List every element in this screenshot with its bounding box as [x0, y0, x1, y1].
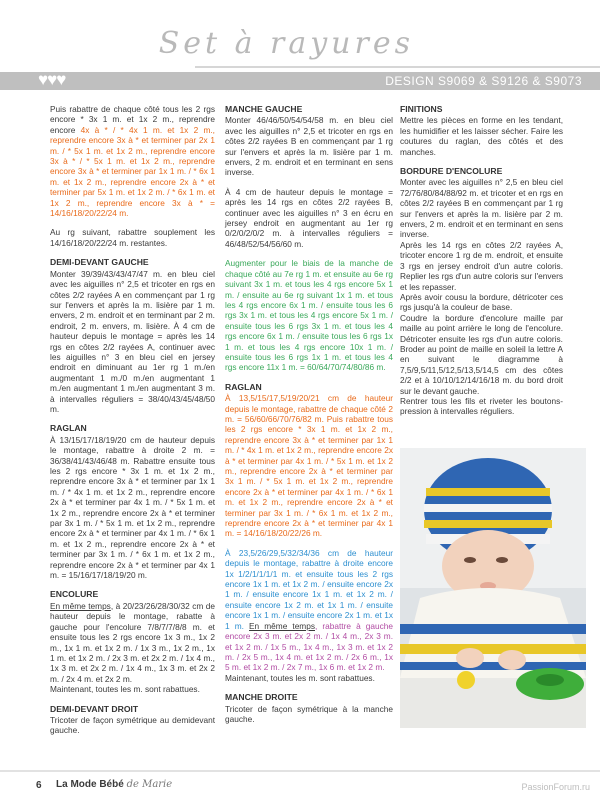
magazine-name	[56, 779, 172, 790]
paragraph: Au rg suivant, rabattre souplement les 14/16/18/20/22/24 m. restantes.	[50, 227, 215, 248]
paragraph	[225, 258, 393, 372]
design-reference: DESIGN S9069 & S9126 & S9073	[385, 74, 582, 88]
paragraph: Après les 14 rgs en côtes 2/2 rayées A, tricoter encore 1 rg de m. endroit, et ensuite 3 rgs en jersey endroit d'un autre coloris. Replier les rgs d'un autre coloris sur l'envers et les repasser.	[400, 239, 563, 292]
section-heading: FINITIONS	[400, 104, 443, 114]
paragraph: Monter 46/46/50/54/54/58 m. en bleu ciel avec les aiguilles n° 2,5 et tricoter en rgs en côtes 2/2 rayées B en commençant par 1 rg sur l'envers et après la m. lisière par 1 m. envers, 2 m. endroit et en terminant en sens inverse.	[225, 115, 393, 178]
paragraph: Maintenant, toutes les m. sont rabattues.	[50, 684, 200, 695]
paragraph	[225, 393, 393, 539]
section-heading: ENCOLURE	[50, 589, 99, 600]
section-heading: DEMI-DEVANT GAUCHE	[50, 257, 149, 268]
section-heading: MANCHE GAUCHE	[225, 104, 303, 114]
paragraph: Tricoter de façon symétrique à la manche gauche.	[225, 703, 393, 724]
paragraph: Tricoter de façon symétrique au demidevant gauche.	[50, 714, 215, 736]
text: Puis rabattre de chaque côté tous les 2 rgs encore * 3x 1 m. et 1x 2 m., reprendre encore	[50, 104, 215, 135]
baby-photo	[400, 448, 586, 728]
size-variants-text: À 23,5/26/29,5/32/34/36 cm de hauteur depuis le montage, rabattre à droite encore 1x 1/2/1/1/1/1 m. et ensuite tous les 2 rgs encore 1x 1 m. et 1x 2 m. / ensuite encore 2x 1 m. / ensuite encore 1x 1 m. et 1x 2 m. / ensuite encore 1x 2 m. et 1x 1 m. / ensuite encore 1x 1 m. / ensuite encore 2x 1 m. et 1x 1 m.	[225, 547, 393, 631]
paragraph: À 4 cm de hauteur depuis le montage = après les 14 rgs en côtes 2/2 rayées B, continuer avec les aiguilles n° 3 en écru en jersey endroit en augmentant au 1er rg 0/2/0/2/0/2 m. à intervalles réguliers = 46/48/52/54/56/60 m.	[225, 186, 393, 249]
paragraph: Maintenant, toutes les m. sont rabattues.	[225, 672, 375, 683]
page-title: Set à rayures	[158, 26, 414, 61]
text: , à 20/23/26/28/30/32 cm de hauteur depuis le montage, rabatte à gauche pour l'encolure 7/8/7/7/8/8 m. et ensuite tous les 2 rgs encore 1x 3 m., 1x 2 m., 1x 1 m. et 1x 2 m. / 1x 3 m., 1x 2 m., 1x 1 m. et 1x 2 m. / 2x 3 m. et 2x 2 m. / 1x 4 m., 1x 3 m. et 2x 2 m. / 1x 4 m., 1x 3 m. et 2x 2 m. / 2x 4 m. et 2x 2 m.	[50, 600, 215, 684]
paragraph: Monter 39/39/43/43/47/47 m. en bleu ciel avec les aiguilles n° 2,5 et tricoter en rgs en côtes 2/2 rayées A en commençant par 1 rg sur l'envers et après la m. lisière par 1 m. envers, 2 m. endroit et en terminant par 2 m. endroit, 2 m. envers, m. lisière. À 4 cm de hauteur depuis le montage = après les 14 rgs en côtes 2/2 rayées A, continuer avec les aiguilles n° 3 en bleu ciel en jersey endroit en diminuant au 1er rg 1 m./en augmentant 1 m./0 m./en augmentant 1 m./en augmentant 1 m./en augmentant 3 m. à intervalles réguliers = 38/40/43/45/48/50 m.	[50, 268, 215, 414]
page-number: 6	[36, 780, 42, 791]
underlined-text: En même temps	[50, 600, 111, 611]
paragraph	[225, 548, 393, 673]
underlined-text: En même temps	[249, 620, 315, 631]
section-heading: DEMI-DEVANT DROIT	[50, 703, 139, 714]
hearts-icon: ♥♥♥	[38, 70, 66, 89]
column-right	[400, 104, 563, 426]
paragraph: Rentrer tous les fils et riveter les boutons-pression à intervalles réguliers.	[400, 395, 563, 417]
size-variants-text: 4x à * / * 4x 1 m. et 1x 2 m., reprendre encore 3x à * et terminer par 2x 1 m. / * 5x 1 m. et 1x 2 m., reprendre encore 3x à * / * 5x 1 m. et 1x 2 m., reprendre encore 3x à * et terminer par 1x 1 m. / * 6x 1 m. et 1x 2 m., reprendre encore 2x à * et terminer par 5x 1 m. et 1x 2 m. / * 6x 1 m. et 1x 2 m., reprendre encore 3x à * = 14/16/18/20/22/24 m.	[50, 124, 215, 219]
section-heading: RAGLAN	[225, 381, 262, 392]
magazine-title-script: de Marie	[126, 779, 173, 790]
paragraph: Coudre la bordure d'encolure maille par maille au point arrière le long de l'encolure. Détricoter ensuite les rgs d'un autre coloris. Broder au point de maille en soleil la lettre A en suivant le diagramme à 7,5/9,5/11,5/12,5/13,5/14,5 cm des côtes 2/2 et à 10/10/12/14/16/18 m. du bord droit sur le devant gauche.	[400, 312, 563, 396]
size-variants-text: , rabattre à gauche encore 2x 3 m. et 2x 2 m. / 1x 4 m., 2x 3 m. et 1x 2 m. / 1x 5 m., 1x 4 m., 1x 3 m. et 1x 2 m. / 2x 5 m., 1x 4 m. et 1x 2 m. / 2x 6 m., 1x 5 m. et 1x 2 m. / 2x 7 m., 1x 6 m. et 1x 2 m.	[225, 620, 393, 673]
column-left	[50, 104, 215, 745]
paragraph: Après avoir cousu la bordure, détricoter ces rgs jusqu'à la couleur de base.	[400, 291, 563, 313]
size-variants-text: Augmenter pour le biais de la manche de chaque côté au 7e rg 1 m. et ensuite au 6e rg suivant 3x 1 m. et tous les 4 rgs encore 5x 1 m. / ensuite au 6e rg suivant 1x 1 m. et tous les 4 rgs encore 6x 1 m. / ensuite tous les 6 rgs 3x 1 m. et tous les 4 rgs encore 5x 1 m. / ensuite tous les 6 rgs 3x 1 m. et tous les 4 rgs encore 6x 1 m. / ensuite tous les 6 rgs 1x 1 m. et tous les 4 rgs encore 10x 1 m. / ensuite tous les 6 rgs 1x 1 m. et tous les 4 rgs encore 11x 1 m. = 60/64/70/74/80/86 m.	[225, 258, 393, 373]
watermark: PassionForum.ru	[521, 782, 590, 792]
paragraph: À 13/15/17/18/19/20 cm de hauteur depuis le montage, rabattre à droite 2 m. = 36/38/41/43/46/48 m. Rabattre ensuite tous les 2 rgs encore * 3x 1 m. et 1x 2 m., reprendre encore 3x à * et terminer par 1x 1 m. / * 4x 1 m. et 1x 2 m., reprendre encore 2x à * et terminer par 4x 1 m. / * 5x 1 m. et 1x 2 m., reprendre encore 2x à * et terminer par 3x 1 m. / * 5x 1 m. et 1x 2 m., reprendre encore 2x à * et terminer par 4x 1 m. / * 6x 1 m. et 1x 2 m., reprendre encore 2x à * et terminer par 3x 1 m. / * 6x 1 m. et 1x 2 m., reprendre encore 2x à * et terminer par 4x 1 m. = 15/16/17/18/19/20 m.	[50, 434, 215, 581]
magazine-title: La Mode Bébé	[56, 779, 124, 790]
header	[0, 0, 600, 100]
column-middle	[225, 104, 393, 733]
paragraph	[50, 104, 215, 218]
title-rule	[195, 66, 600, 68]
size-variants-text: À 13,5/15/17,5/19/20/21 cm de hauteur depuis le montage, rabattre de chaque côté 2 m. = 56/60/66/70/76/82 m. Puis rabattre tous les 2 rgs encore * 3x 1 m. et 1x 2 m., reprendre encore 3x à * et terminer par 1x 1 m. / * 4x 1 m. et 1x 2 m., reprendre encore 2x à * et terminer par 4x 1 m. / * 5x 1 m. et 1x 2 m., reprendre encore 2x à * et terminer par 3x 1 m. / * 5x 1 m. et 1x 2 m., reprendre encore 2x à * et terminer par 4x 1 m. / * 6x 1 m. et 1x 2 m., reprendre encore 2x à * et terminer par 3x 1 m. / * 6x 1 m. et 1x 2 m., reprendre encore 2x à * et terminer par 4x 1 m. = 14/16/18/20/22/26 m.	[225, 393, 393, 539]
paragraph	[50, 601, 215, 684]
paragraph: Monter avec les aiguilles n° 2,5 en bleu ciel 72/76/80/84/88/92 m. et tricoter et en rgs en côtes 2/2 rayées B en commençant par 1 rg sur l'envers et après la m. lisière par 2 m. envers, 2 m. endroit et en terminant en sens inverse.	[400, 177, 563, 240]
footer	[0, 770, 600, 800]
section-heading: BORDURE D'ENCOLURE	[400, 166, 503, 177]
paragraph: Mettre les pièces en forme en les tendant, les humidifier et les laisser sécher. Faire les coutures du raglan, des côtés et des manches.	[400, 115, 563, 157]
section-heading: MANCHE DROITE	[225, 692, 298, 703]
footer-divider	[0, 770, 600, 772]
section-heading: RAGLAN	[50, 423, 87, 434]
